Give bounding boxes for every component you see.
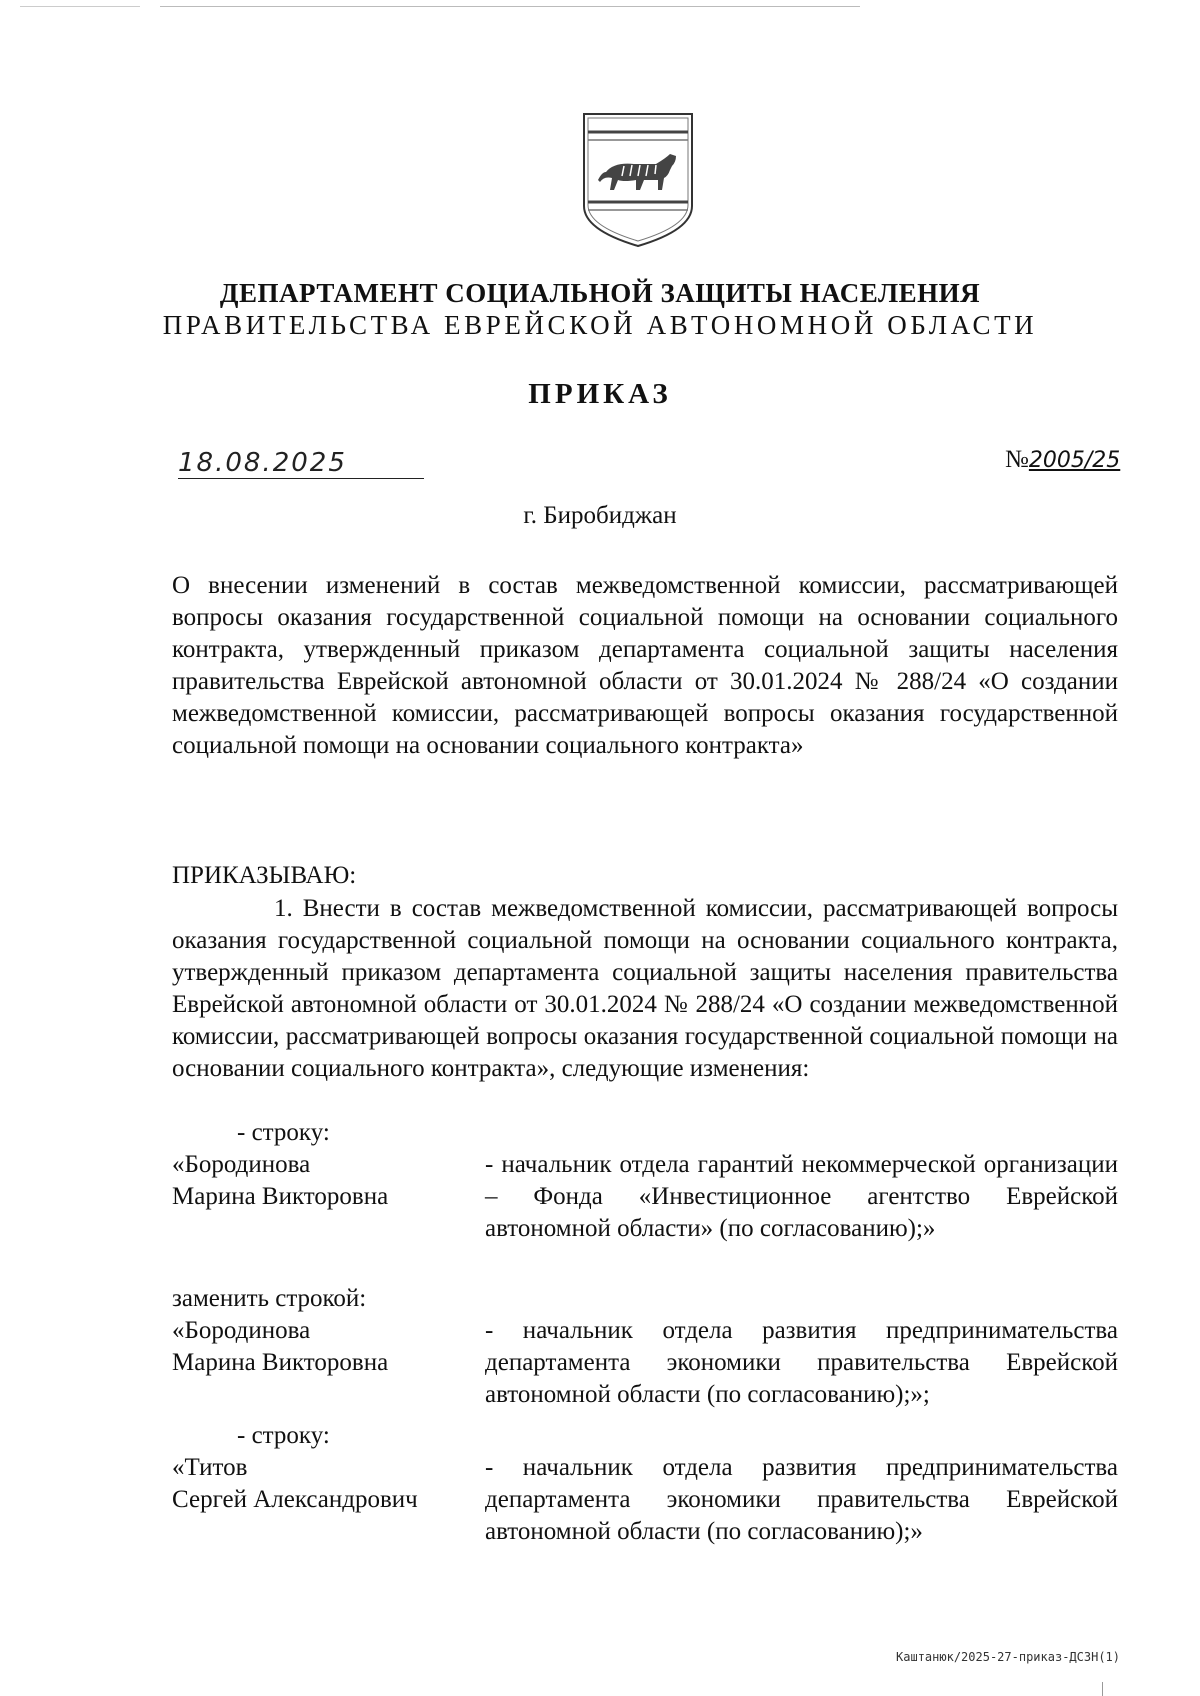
line-label: - строку: <box>237 1119 330 1146</box>
member-surname: «Бородинова <box>172 1151 311 1178</box>
member-given-name: Марина Викторовна <box>172 1183 389 1210</box>
member-position: - начальник отдела развития предпринимательства департамента экономики правительства Еврейской автономной области (по согласованию);»; <box>485 1317 1118 1408</box>
city-name: г. Биробиджан <box>523 502 677 529</box>
scan-artifact-line <box>20 6 140 7</box>
department-name: ДЕПАРТАМЕНТ СОЦИАЛЬНОЙ ЗАЩИТЫ НАСЕЛЕНИЯ <box>219 278 981 308</box>
member-name <box>172 1149 472 1213</box>
subject-paragraph: О внесении изменений в состав межведомственной комиссии, рассматривающей вопросы оказания государственной социальной помощи на основании социального контракта, утвержденный приказом департамента социальной защиты населения правительства Еврейской автономной области от 30.01.2024 № 288/24 «О создании межведомственной комиссии, рассматривающей вопросы оказания государственной социальной помощи на основании социального контракта» <box>172 572 1118 759</box>
document-title: ПРИКАЗ <box>528 378 672 410</box>
member-surname: «Титов <box>172 1454 248 1481</box>
file-reference: Каштанюк/2025-27-приказ-ДСЗН(1) <box>896 1650 1120 1664</box>
member-given-name: Сергей Александрович <box>172 1486 418 1513</box>
document-number <box>1005 446 1120 474</box>
tiger-coat-of-arms-icon <box>578 110 698 250</box>
replace-label: заменить строкой: <box>172 1285 367 1312</box>
document-date: 18.08.2025 <box>178 448 424 479</box>
number-value: 2005/25 <box>1028 448 1121 473</box>
scan-artifact-line <box>160 6 860 7</box>
member-name <box>172 1452 472 1516</box>
member-name <box>172 1315 472 1379</box>
line-label: - строку: <box>237 1422 330 1449</box>
member-surname: «Бородинова <box>172 1317 311 1344</box>
government-name: ПРАВИТЕЛЬСТВА ЕВРЕЙСКОЙ АВТОНОМНОЙ ОБЛАСТИ <box>162 310 1038 340</box>
member-given-name: Марина Викторовна <box>172 1349 389 1376</box>
orders-label: ПРИКАЗЫВАЮ: <box>172 862 357 889</box>
member-position: - начальник отдела развития предпринимательства департамента экономики правительства Еврейской автономной области (по согласованию);» <box>485 1454 1118 1545</box>
paragraph-1: 1. Внести в состав межведомственной комиссии, рассматривающей вопросы оказания государственной социальной помощи на основании социального контракта, утвержденный приказом департамента социальной защиты населения правительства Еврейской автономной области от 30.01.2024 № 288/24 «О создании межведомственной комиссии, рассматривающей вопросы оказания государственной социальной помощи на основании социального контракта», следующие изменения: <box>172 895 1118 1082</box>
number-prefix: № <box>1005 446 1029 473</box>
member-position: - начальник отдела гарантий некоммерческой организации – Фонда «Инвестиционное агентство Еврейской автономной области» (по согласованию);» <box>485 1151 1118 1242</box>
scan-artifact-mark <box>1102 1682 1103 1696</box>
